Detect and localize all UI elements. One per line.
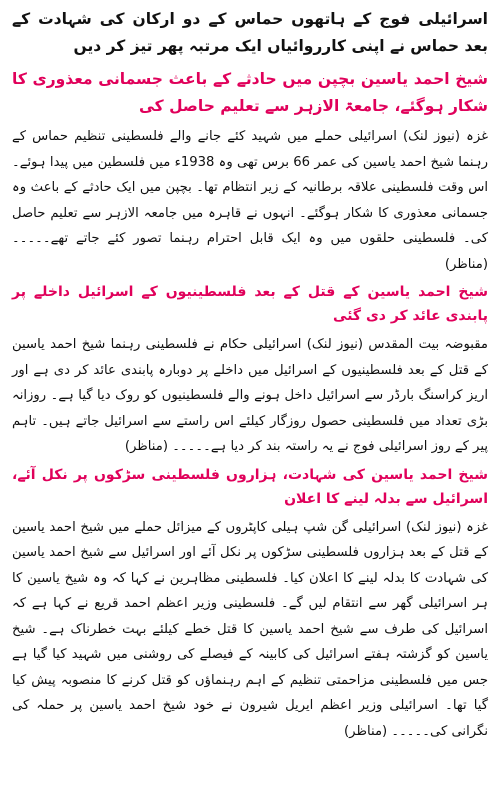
lead-paragraph: اسرائیلی فوج کے ہاتھوں حماس کے دو ارکان کی شہادت کے بعد حماس نے اپنی کارروائیاں ایک مرتبہ پھر تیز کر دیں <box>12 10 488 55</box>
article-2-body: مقبوضہ بیت المقدس (نیوز لنک) اسرائیلی حکام نے فلسطینی رہنما شیخ احمد یاسین کے قتل کے بعد فلسطینیوں کے اسرائیل میں داخلے پر دوبارہ پابندی عائد کر دی ہے اور اریز کراسنگ بارڈر سے اسرائیل داخل ہونے والے فلسطینیوں کو روک دیا گیا ہے۔ روزانہ بڑی تعداد میں فلسطینی حصول روزگار کیلئے اس راستے سے اسرائیل جاتے ہیں۔ تاہم پیر کے روز اسرائیلی فوج نے یہ راستہ بند کر دیا ہے۔۔۔۔۔ (مناظر) <box>12 337 488 454</box>
article-1-headline: شیخ احمد یاسین بچپن میں حادثے کے باعث جسمانی معذوری کا شکار ہوگئے، جامعۃ الازہر سے تعلیم حاصل کی <box>12 70 488 115</box>
article-3-headline: شیخ احمد یاسین کی شہادت، ہزاروں فلسطینی سڑکوں پر نکل آئے، اسرائیل سے بدلہ لینے کا اعلان <box>12 466 488 507</box>
article-2-headline: شیخ احمد یاسین کے قتل کے بعد فلسطینیوں کے اسرائیل داخلے پر پابندی عائد کر دی گئی <box>12 284 488 324</box>
article-1-body: غزہ (نیوز لنک) اسرائیلی حملے میں شہید کئے جانے والے فلسطینی تنظیم حماس کے رہنما شیخ احمد یاسین کی عمر 66 برس تھی وہ 1938ء میں فلسطین میں پیدا ہوئے۔ اس وقت فلسطینی علاقہ برطانیہ کے زیر انتظام تھا۔ بچپن میں ایک حادثے کے باعث وہ جسمانی معذوری کا شکار ہوگئے۔ انہوں نے قاہرہ میں جامعہ الازہر سے تعلیم حاصل کی۔ فلسطینی حلقوں میں وہ ایک قابل احترام رہنما تصور کئے جاتے تھے۔۔۔۔۔ (مناظر) <box>12 129 488 272</box>
article-3-body: غزہ (نیوز لنک) اسرائیلی گن شپ ہیلی کاپٹروں کے میزائل حملے میں شیخ احمد یاسین کے قتل کے بعد ہزاروں فلسطینی سڑکوں پر نکل آئے اور اسرائیل سے شیخ احمد یاسین کی شہادت کا بدلہ لینے کا اعلان کیا۔ فلسطینی مظاہرین نے کہا کہ وہ شیخ یاسین کا ہر اسرائیلی گھر سے انتقام لیں گے۔ فلسطینی وزیر اعظم احمد قریع نے کہا ہے کہ اسرائیل کی طرف سے شیخ احمد یاسین کا قتل خطے کیلئے بہت خطرناک ہے۔ شیخ یاسین کو گزشتہ ہفتے اسرائیل کی کابینہ کے فیصلے کی روشنی میں شہید کیا گیا ہے جس میں فلسطینی مزاحمتی تنظیم کے اہم رہنماؤں کو قتل کرنے کا منصوبہ پیش کیا گیا تھا۔ اسرائیلی وزیر اعظم ایریل شیرون نے خود شیخ احمد یاسین پر حملہ کی نگرانی کی۔۔۔۔۔ (مناظر) <box>12 519 488 739</box>
